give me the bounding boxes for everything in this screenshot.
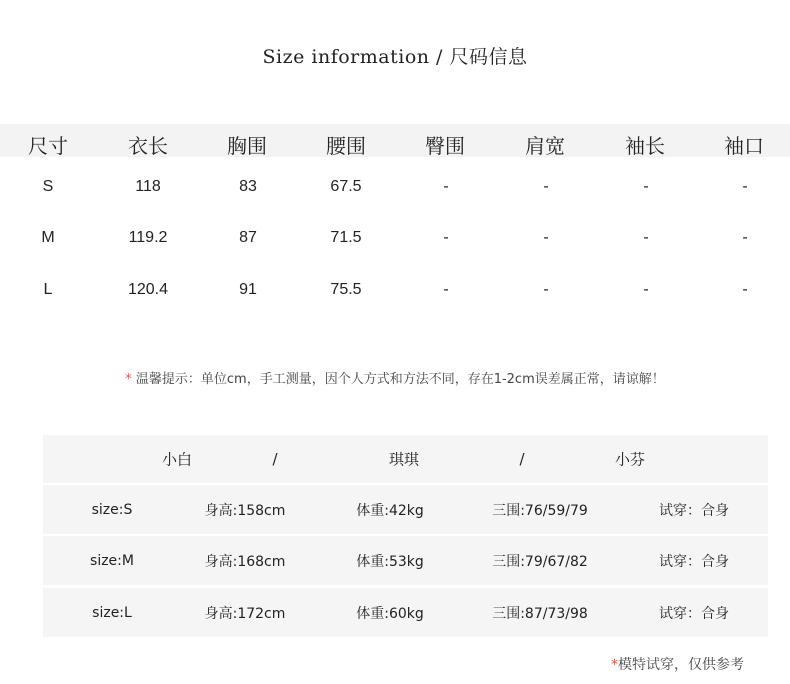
bust-cell: 91 [239, 281, 257, 298]
footer-text: 模特试穿，仅供参考 [618, 657, 744, 673]
model-fit: 试穿：合身 [659, 553, 729, 570]
sleeve-cell: - [643, 229, 649, 246]
table-row [0, 178, 790, 208]
header-size: 尺寸 [28, 134, 68, 158]
model-fit: 试穿：合身 [659, 605, 729, 622]
shoulder-cell: - [543, 178, 549, 195]
size-cell: L [43, 281, 53, 298]
model-height: 身高:168cm [204, 553, 286, 570]
cuff-cell: - [742, 281, 748, 298]
bust-cell: 87 [239, 229, 257, 246]
model-size: size:S [91, 501, 133, 518]
header-length: 衣长 [128, 134, 168, 158]
model-name-1: 小白 [161, 450, 193, 469]
model-measurements: 三围:79/67/82 [492, 553, 588, 570]
footer-star: * [611, 657, 618, 673]
sleeve-cell: - [643, 178, 649, 195]
hip-cell: - [443, 178, 449, 195]
sleeve-cell: - [643, 281, 649, 298]
waist-cell: 71.5 [330, 229, 362, 246]
header-waist: 腰围 [326, 134, 366, 158]
shoulder-cell: - [543, 281, 549, 298]
table-row [0, 229, 790, 259]
note-text: 温馨提示：单位cm，手工测量，因个人方式和方法不同，存在1-2cm误差属正常，请谅解！ [135, 372, 665, 387]
model-name-3: 小芬 [614, 450, 646, 469]
header-cuff: 袖口 [724, 134, 764, 158]
model-fit: 试穿：合身 [659, 502, 729, 519]
header-shoulder: 肩宽 [525, 134, 565, 158]
size-cell: S [42, 178, 54, 195]
hip-cell: - [443, 229, 449, 246]
length-cell: 120.4 [127, 281, 169, 298]
hip-cell: - [443, 281, 449, 298]
model-table-header [43, 435, 768, 483]
cuff-cell: - [742, 178, 748, 195]
note-star: * [125, 372, 132, 387]
header-hip: 臀围 [425, 134, 465, 158]
header-separator: / [519, 450, 525, 468]
model-weight: 体重:53kg [356, 553, 424, 570]
size-table-header [0, 124, 790, 157]
model-weight: 体重:42kg [356, 502, 424, 519]
measurement-note [0, 368, 790, 387]
model-weight: 体重:60kg [356, 605, 424, 622]
length-cell: 119.2 [128, 229, 168, 246]
header-separator: / [272, 450, 278, 468]
size-cell: M [41, 229, 55, 246]
shoulder-cell: - [543, 229, 549, 246]
bust-cell: 83 [239, 178, 257, 195]
table-row [43, 588, 768, 637]
model-height: 身高:172cm [204, 605, 286, 622]
waist-cell: 67.5 [330, 178, 362, 195]
page-title: Size information / 尺码信息 [262, 46, 528, 68]
model-measurements: 三围:87/73/98 [492, 605, 588, 622]
model-name-2: 琪琪 [388, 450, 420, 469]
model-height: 身高:158cm [204, 502, 286, 519]
waist-cell: 75.5 [330, 281, 362, 298]
model-size: size:M [90, 552, 134, 569]
cuff-cell: - [742, 229, 748, 246]
table-row [43, 536, 768, 585]
footer-note [611, 654, 744, 674]
table-row [43, 485, 768, 534]
header-sleeve: 袖长 [625, 134, 665, 158]
length-cell: 118 [135, 178, 161, 195]
model-measurements: 三围:76/59/79 [492, 502, 588, 519]
header-bust: 胸围 [227, 134, 267, 158]
model-size: size:L [92, 604, 132, 621]
table-row [0, 281, 790, 311]
